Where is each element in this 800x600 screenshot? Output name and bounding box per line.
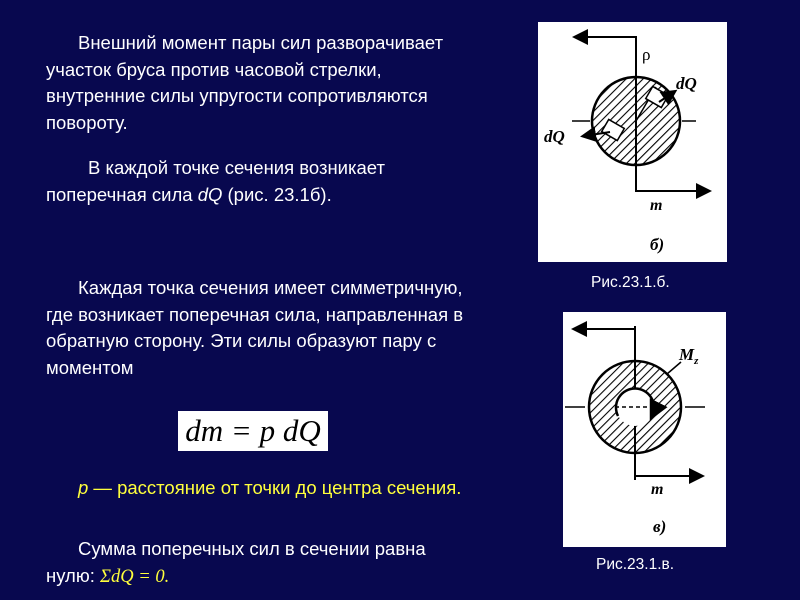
sum-formula: ΣdQ = 0. [100, 566, 170, 587]
formula-dm: dm = p dQ [178, 411, 328, 451]
paragraph-external-moment-text: Внешний момент пары сил разворачивает участок бруса против часовой стрелки, внутренние силы упругости сопротивляются повороту. [46, 32, 444, 133]
paragraph-symmetric-point [46, 275, 466, 381]
label-rho: ρ [642, 45, 651, 64]
label-m-b: m [650, 197, 663, 214]
figure-v [563, 312, 726, 547]
paragraph-transverse-force [46, 155, 466, 208]
paragraph-distance-dash: — расстояние от точки до центра сечения. [88, 477, 462, 498]
label-mz: $M_z$ [679, 345, 699, 367]
paragraph-sum-zero-text: Сумма поперечных сил в сечении равна нулю: [46, 538, 426, 586]
label-m-v: m [651, 481, 664, 498]
label-dq-left: dQ [544, 127, 565, 146]
label-dq-right: dQ [676, 74, 697, 93]
label-letter-v: в) [653, 517, 667, 536]
paragraph-transverse-force-text: В каждой точке сечения возникает поперечная сила [46, 157, 385, 205]
dq-symbol: dQ [197, 183, 223, 205]
caption-figure-v: Рис.23.1.в. [596, 556, 675, 573]
label-letter-b: б) [650, 235, 665, 254]
paragraph-external-moment [46, 30, 466, 136]
paragraph-sum-zero [46, 536, 466, 590]
paragraph-distance-definition [46, 475, 466, 502]
paragraph-symmetric-point-text: Каждая точка сечения имеет симметричную, где возникает поперечная сила, направленная в обратную сторону. Эти силы образуют пару с моментом [46, 277, 464, 378]
figure-b [538, 22, 727, 262]
figure-b-drawing [538, 22, 727, 262]
p-symbol: p [78, 477, 89, 498]
caption-figure-b: Рис.23.1.б. [591, 274, 670, 291]
paragraph-transverse-force-ref: (рис. 23.1б). [222, 183, 332, 205]
figure-v-drawing [563, 312, 726, 547]
